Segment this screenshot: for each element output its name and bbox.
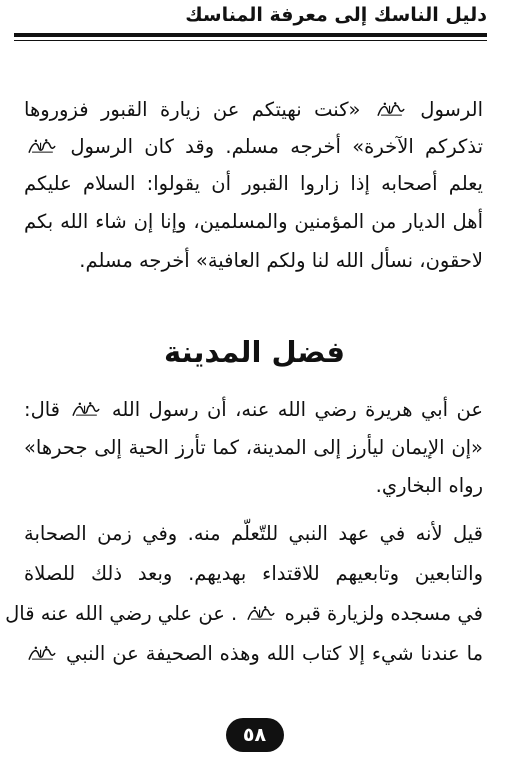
paragraph-2-line-3: رواه البخاري.	[375, 474, 483, 497]
salla-icon	[376, 101, 405, 118]
salla-icon	[27, 645, 56, 662]
header-rule-thick	[14, 33, 487, 37]
paragraph-3-line-1: قيل لأنه في عهد النبي للتّعلّم منه. وفي زمن الصحابة	[24, 522, 483, 545]
text-segment: الرسول	[420, 98, 483, 121]
paragraph-1-line-2	[24, 135, 483, 159]
paragraph-2-line-1	[24, 398, 483, 422]
text-segment: عن أبي هريرة رضي الله عنه، أن رسول الله	[111, 398, 483, 421]
section-heading: فضل المدينة	[164, 335, 345, 369]
paragraph-2-line-2: «إن الإيمان ليأرز إلى المدينة، كما تأرز الحية إلى جحرها»	[24, 436, 483, 459]
running-header: دليل الناسك إلى معرفة المناسك	[185, 4, 487, 26]
text-segment: ما عندنا شيء إلا كتاب الله وهذه الصحيفة عن النبي	[65, 642, 484, 665]
paragraph-1-line-1	[24, 98, 483, 122]
text-segment: في مسجده ولزيارة قبره	[284, 602, 483, 625]
salla-icon	[27, 138, 56, 155]
paragraph-1-line-5: لاحقون، نسأل الله لنا ولكم العافية» أخرجه مسلم.	[79, 249, 483, 272]
header-rule-thin	[14, 40, 487, 41]
salla-icon	[246, 605, 275, 622]
text-segment: . عن علي رضي الله عنه قال	[5, 602, 238, 625]
paragraph-1-line-3: يعلم أصحابه إذا زاروا القبور أن يقولوا: السلام عليكم	[24, 172, 483, 195]
text-segment: تذكركم الآخرة» أخرجه مسلم. وقد كان الرسول	[70, 135, 484, 158]
paragraph-3-line-2: والتابعين وتابعيهم للاقتداء بهديهم. وبعد ذلك للصلاة	[24, 562, 483, 585]
text-segment: قال:	[24, 398, 61, 421]
salla-icon	[71, 401, 100, 418]
text-segment: «كنت نهيتكم عن زيارة القبور فزوروها	[24, 98, 361, 121]
paragraph-3-line-4	[24, 642, 483, 666]
paragraph-1-line-4: أهل الديار من المؤمنين والمسلمين، وإنا إن شاء الله بكم	[24, 210, 483, 233]
page-number: ٥٨	[226, 718, 284, 752]
paragraph-3-line-3	[5, 602, 483, 626]
